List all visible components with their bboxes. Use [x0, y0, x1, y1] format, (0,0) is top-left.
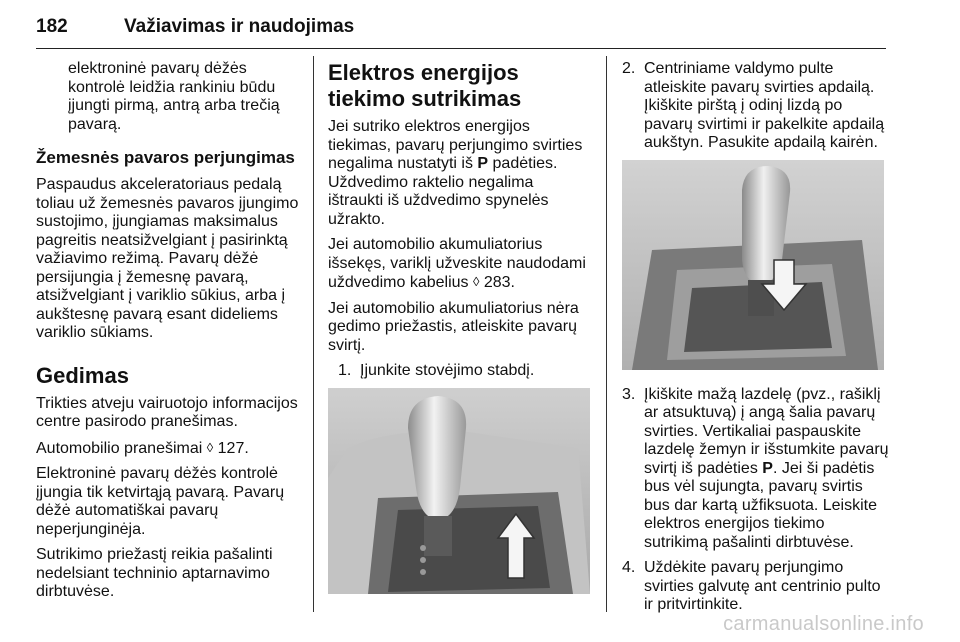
- faults-paragraph-2: Automobilio pranešimai ◊ 127.: [36, 439, 249, 457]
- kickdown-paragraph: Paspaudus akceleratoriaus pedalą toliau už žemesnės pavaros įjungimo sustojimo, įjungiamas maksimalus pagreitis neatsižvelgiant į pasirinktą važiavimo režimą. Pavarų dėžė persijungia į žemesnę pavarą, atsižvelgiant į variklio sūkius, arba į aukštesnę pavarą esant dideliems variklio sūkiams.: [36, 176, 299, 341]
- section-heading-power-failure: Elektros energijos tiekimo sutrikimas: [328, 60, 522, 111]
- column-middle: [328, 60, 592, 594]
- section-heading-kickdown: Žemesnės pavaros perjungimas: [36, 148, 295, 167]
- position-letter: P: [477, 155, 489, 172]
- page-number: 182: [36, 16, 68, 37]
- cross-reference-icon: ◊: [472, 274, 480, 289]
- page-reference[interactable]: 283.: [483, 274, 515, 291]
- gear-lever-release-icon: [328, 388, 590, 594]
- step-2: 2. Centriniame valdymo pulte atleiskite pavarų svirties apdailą. Įkiškite pirštą į odinį lizdą po pavarų svirtimi ir pakelkite apdailą aukštyn. Pasukite apdailą kairėn.: [622, 60, 885, 151]
- column-divider: [313, 56, 314, 612]
- power-paragraph-1: Jei sutriko elektros energijos tiekimas, pavarų perjungimo svirties negalima nustatyti iš P padėties. Uždvedimo raktelio negalima ištraukti iš uždvedimo spynelės užrakto.: [328, 118, 583, 228]
- faults-paragraph-4: Sutrikimo priežastį reikia pašalinti nedelsiant techninio aptarnavimo dirbtuvėse.: [36, 546, 273, 600]
- continuation-text: elektroninė pavarų dėžės kontrolė leidžia rankiniu būdu įjungti pirmą, antrą arba trečią pavarą.: [68, 60, 280, 133]
- step-4: 4. Uždėkite pavarų perjungimo svirties galvutę ant centrinio pulto ir pritvirtinkite.: [622, 559, 881, 613]
- column-left: [36, 60, 302, 609]
- gear-lever-illustration: [328, 388, 590, 594]
- power-paragraph-3: Jei automobilio akumuliatorius nėra gedimo priežastis, atleiskite pavarų svirtį.: [328, 299, 579, 354]
- position-letter: P: [762, 459, 773, 477]
- page-reference[interactable]: 127.: [217, 439, 249, 457]
- step-1: 1. Įjunkite stovėjimo stabdį.: [338, 362, 535, 379]
- column-divider: [606, 56, 607, 612]
- cross-reference-icon: ◊: [206, 439, 214, 455]
- power-paragraph-2: Jei automobilio akumuliatorius išsekęs, variklį užveskite naudodami uždvedimo kabelius ◊ 283.: [328, 236, 586, 291]
- section-heading-faults: Gedimas: [36, 362, 129, 388]
- gear-lever-trim-illustration: [622, 160, 884, 370]
- watermark: carmanualsonline.info: [723, 613, 924, 635]
- column-right: [622, 60, 892, 622]
- faults-paragraph-1: Trikties atveju vairuotojo informacijos centre pasirodo pranešimas.: [36, 394, 298, 430]
- page-heading: Važiavimas ir naudojimas: [124, 16, 355, 37]
- faults-paragraph-3: Elektroninė pavarų dėžės kontrolė įjungia tik ketvirtąją pavarą. Pavarų dėžė automatiškai pavarų neperjunginėja.: [36, 465, 285, 538]
- gear-lever-trim-icon: [622, 160, 884, 370]
- page-header: [36, 4, 886, 49]
- step-3: 3. Įkiškite mažą lazdelę (pvz., rašiklį ar atsuktuvą) į angą šalia pavarų svirties. Vertikaliai paspauskite lazdelę žemyn ir išstumkite pavarų svirtį iš padėties P. Jei ši padėtis bus vėl sujungta, pavarų svirtis bus dar kartą užfiksuota. Leiskite elektros energijos tiekimo sutrikimą pašalinti dirbtuvėse.: [622, 385, 889, 551]
